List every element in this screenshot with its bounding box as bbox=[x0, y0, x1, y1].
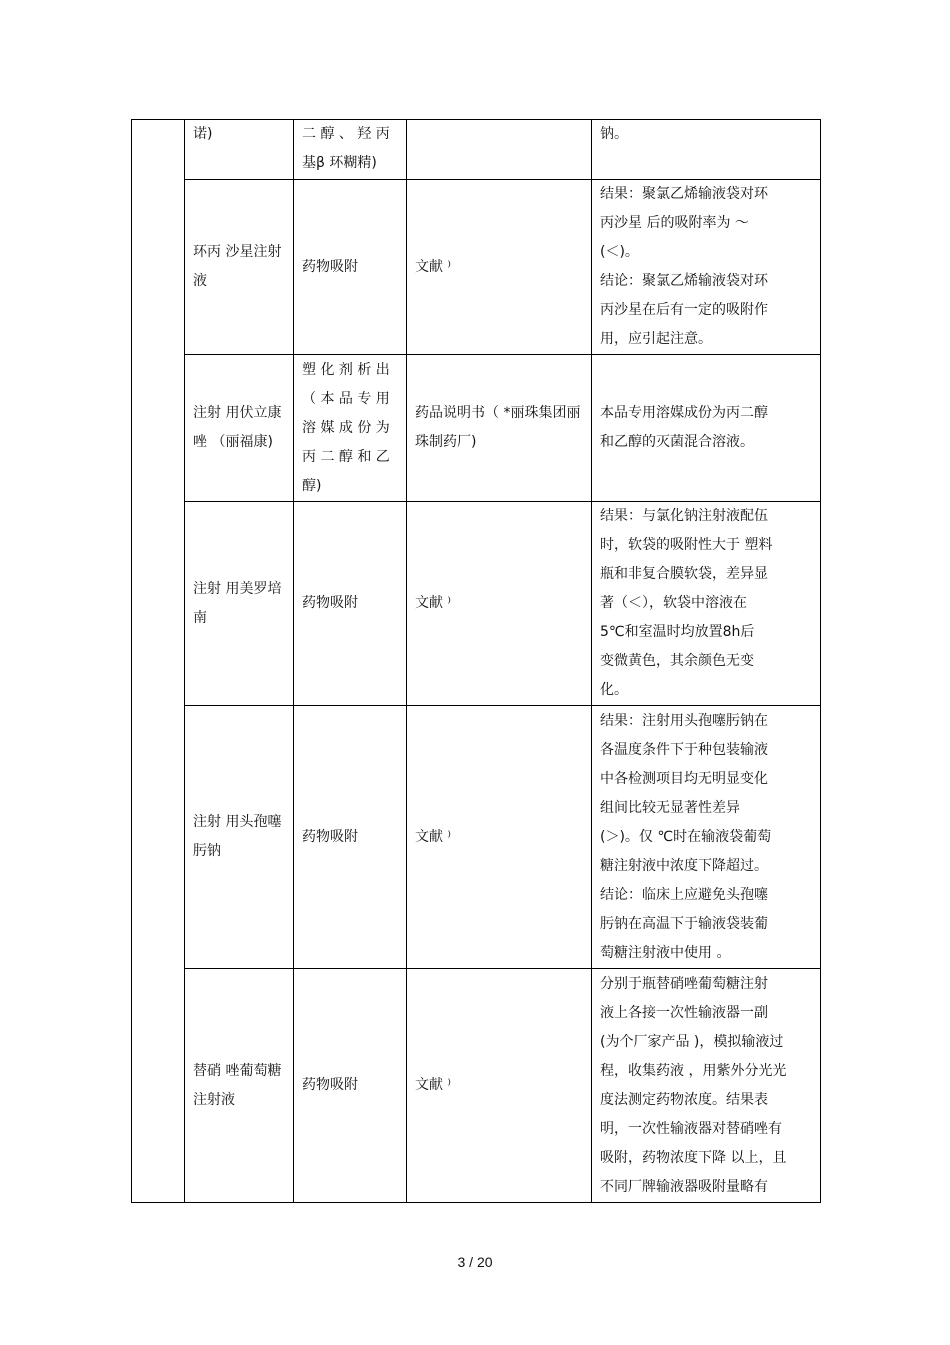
drug-name-cell: 替硝 唑葡萄糖注射液 bbox=[185, 969, 294, 1203]
table-row bbox=[132, 969, 821, 1203]
source-cell: 文献 ⁾ bbox=[407, 502, 592, 706]
content-line: 变微黄色，其余颜色无变 bbox=[600, 653, 754, 669]
content-line: 中各检测项目均无明显变化 bbox=[600, 770, 768, 787]
issue-cell: 药物吸附 bbox=[294, 706, 407, 969]
drug-name-cell: 注射 用伏立康唑 （丽福康) bbox=[185, 355, 294, 502]
source-cell: 文献 ⁾ bbox=[407, 180, 592, 355]
table-row bbox=[132, 706, 821, 969]
content-line: 不同厂牌输液器吸附量略有 bbox=[600, 1178, 768, 1195]
issue-line: （ 本 品 专 用 bbox=[302, 390, 390, 407]
content-line: 结果：聚氯乙烯输液袋对环 bbox=[600, 186, 768, 202]
content-cell bbox=[592, 969, 821, 1203]
page-number: 3 / 20 bbox=[457, 1254, 493, 1270]
content-line: 结果：与氯化钠注射液配伍 bbox=[600, 508, 768, 524]
issue-line: 溶 媒 成 份 为 bbox=[302, 419, 390, 436]
content-line: 丙沙星 后的吸附率为 ～ bbox=[600, 215, 749, 231]
content-line: 结论：聚氯乙烯输液袋对环 bbox=[600, 273, 768, 289]
issue-line: 丙 二 醇 和 乙 bbox=[302, 448, 390, 465]
content-line: 5℃和室温时均放置8h后 bbox=[600, 624, 755, 640]
content-line: 丙沙星在后有一定的吸附作 bbox=[600, 302, 768, 318]
source-cell: 文献 ⁾ bbox=[407, 706, 592, 969]
content-line: 程，收集药液 ，用紫外分光光 bbox=[600, 1062, 787, 1079]
source-cell bbox=[407, 120, 592, 180]
content-line: 糖注射液中浓度下降超过。 bbox=[600, 857, 768, 874]
content-line: 萄糖注射液中使用 。 bbox=[600, 944, 731, 961]
content-line: 度法测定药物浓度。结果表 bbox=[600, 1091, 768, 1108]
content-cell bbox=[592, 120, 821, 180]
drug-name-cell: 注射 用美罗培南 bbox=[185, 502, 294, 706]
drug-name-cell: 诺) bbox=[185, 120, 294, 180]
content-line: 液上各接一次性输液器一副 bbox=[600, 1004, 768, 1021]
compatibility-table bbox=[131, 119, 821, 1203]
issue-line: 基β 环糊精) bbox=[302, 155, 377, 171]
content-cell bbox=[592, 355, 821, 502]
content-line: 著（＜），软袋中溶液在 bbox=[600, 595, 747, 611]
content-line: 瓶和非复合膜软袋，差异显 bbox=[600, 566, 768, 582]
content-line: 钠。 bbox=[600, 126, 628, 142]
content-line: 和乙醇的灭菌混合溶液。 bbox=[600, 434, 754, 450]
content-line: 吸附，药物浓度下降 以上，且 bbox=[600, 1149, 787, 1166]
content-line: 时，软袋的吸附性大于 塑料 bbox=[600, 537, 773, 553]
issue-line: 二 醇 、 羟 丙 bbox=[302, 126, 390, 142]
content-line: 结果：注射用头孢噻肟钠在 bbox=[600, 712, 768, 729]
content-cell bbox=[592, 180, 821, 355]
issue-cell bbox=[294, 120, 407, 180]
table-row bbox=[132, 120, 821, 180]
issue-cell: 药物吸附 bbox=[294, 180, 407, 355]
content-line: 分别于瓶替硝唑葡萄糖注射 bbox=[600, 975, 768, 992]
source-cell: 文献 ⁾ bbox=[407, 969, 592, 1203]
content-line: 用，应引起注意。 bbox=[600, 331, 712, 347]
issue-cell: 药物吸附 bbox=[294, 969, 407, 1203]
content-line: (＜)。 bbox=[600, 244, 639, 260]
content-line: 组间比较无显著性差异 bbox=[600, 799, 740, 816]
drug-name-cell: 环丙 沙星注射液 bbox=[185, 180, 294, 355]
content-cell bbox=[592, 706, 821, 969]
content-line: (＞)。仅 ℃时在输液袋葡萄 bbox=[600, 828, 772, 845]
content-line: 肟钠在高温下于输液袋装葡 bbox=[600, 915, 768, 932]
drug-name-cell: 注射 用头孢噻肟钠 bbox=[185, 706, 294, 969]
table-row bbox=[132, 180, 821, 355]
content-line: (为个厂家产品 )，模拟输液过 bbox=[600, 1033, 784, 1050]
issue-line: 醇) bbox=[302, 477, 322, 494]
issue-line: 塑 化 剂 析 出 bbox=[302, 361, 390, 378]
content-cell bbox=[592, 502, 821, 706]
table-row bbox=[132, 355, 821, 502]
content-line: 各温度条件下于种包装输液 bbox=[600, 741, 768, 758]
content-line: 结论：临床上应避免头孢噻 bbox=[600, 886, 768, 903]
content-line: 本品专用溶媒成份为丙二醇 bbox=[600, 405, 768, 421]
content-line: 化。 bbox=[600, 682, 628, 698]
table-body bbox=[132, 120, 821, 1203]
issue-cell: 药物吸附 bbox=[294, 502, 407, 706]
issue-cell bbox=[294, 355, 407, 502]
category-cell bbox=[132, 120, 185, 1203]
source-cell: 药品说明书（ *丽珠集团丽珠制药厂) bbox=[407, 355, 592, 502]
table-row bbox=[132, 502, 821, 706]
content-line: 明，一次性输液器对替硝唑有 bbox=[600, 1120, 782, 1137]
